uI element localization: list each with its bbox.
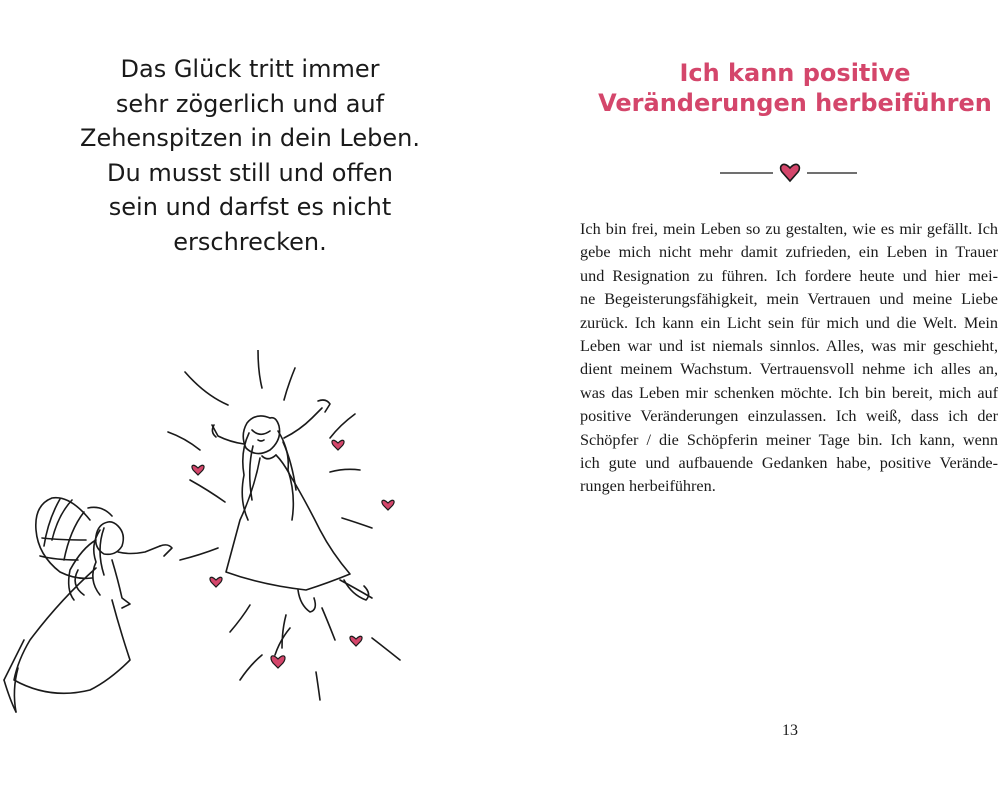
body-line: was das Leben mir schenken möchte. Ich bin bereit, mich auf	[580, 383, 998, 402]
body-line: rungen herbeiführen.	[580, 477, 716, 496]
title-line: Ich kann positive	[679, 59, 911, 87]
floating-angel	[212, 400, 369, 612]
title-line: Veränderungen herbeiführen	[598, 89, 992, 117]
page-title	[595, 58, 995, 118]
heart-icon	[382, 500, 394, 510]
heart-divider	[720, 160, 860, 186]
body-line: und Resignation zu führen. Ich fordere heute und hier mei-	[580, 266, 998, 285]
body-line: positive Veränderungen einzulassen. Ich weiß, dass ich der	[580, 407, 998, 426]
body-line: gebe mich nicht mehr damit zufrieden, ein Leben in Trauer	[580, 243, 998, 262]
right-page	[500, 0, 1000, 800]
heart-icon	[271, 656, 285, 668]
heart-icon	[192, 465, 204, 475]
heart-icon	[350, 636, 362, 646]
angel-illustration	[0, 350, 500, 730]
quote-line: Das Glück tritt immer	[120, 55, 380, 83]
heart-icon	[210, 577, 222, 587]
body-paragraph	[580, 218, 998, 499]
body-line: ich gute und aufbauende Gedanken habe, positive Verände-	[580, 454, 998, 473]
body-line: dient meinem Wachstum. Vertrauensvoll nehme ich alles an,	[580, 360, 998, 379]
quote-line: Zehenspitzen in dein Leben.	[80, 124, 420, 152]
body-line: Leben war und ist niemals sinnlos. Alles, was mir geschieht,	[580, 337, 998, 356]
body-line: Ich bin frei, mein Leben so zu gestalten, wie es mir gefällt. Ich	[580, 220, 998, 238]
heart-icon	[332, 440, 344, 450]
fairy-with-wings	[4, 498, 172, 712]
body-line: zurück. Ich kann ein Licht sein für mich und die Welt. Mein	[580, 313, 998, 332]
body-line: ne Begeisterungsfähigkeit, mein Vertrauen und meine Liebe	[580, 290, 998, 309]
quote-line: Du musst still und offen	[107, 158, 393, 187]
body-line: Schöpfer / die Schöpferin meiner Tage bin. Ich kann, wenn	[580, 430, 998, 449]
quote	[40, 52, 460, 259]
page-number: 13	[782, 722, 798, 739]
heart-icon	[781, 164, 800, 181]
quote-line: sein und darfst es nicht	[108, 193, 392, 221]
radiating-rays	[168, 350, 400, 700]
quote-line: erschrecken.	[173, 227, 327, 256]
quote-line: sehr zögerlich und auf	[115, 89, 385, 118]
